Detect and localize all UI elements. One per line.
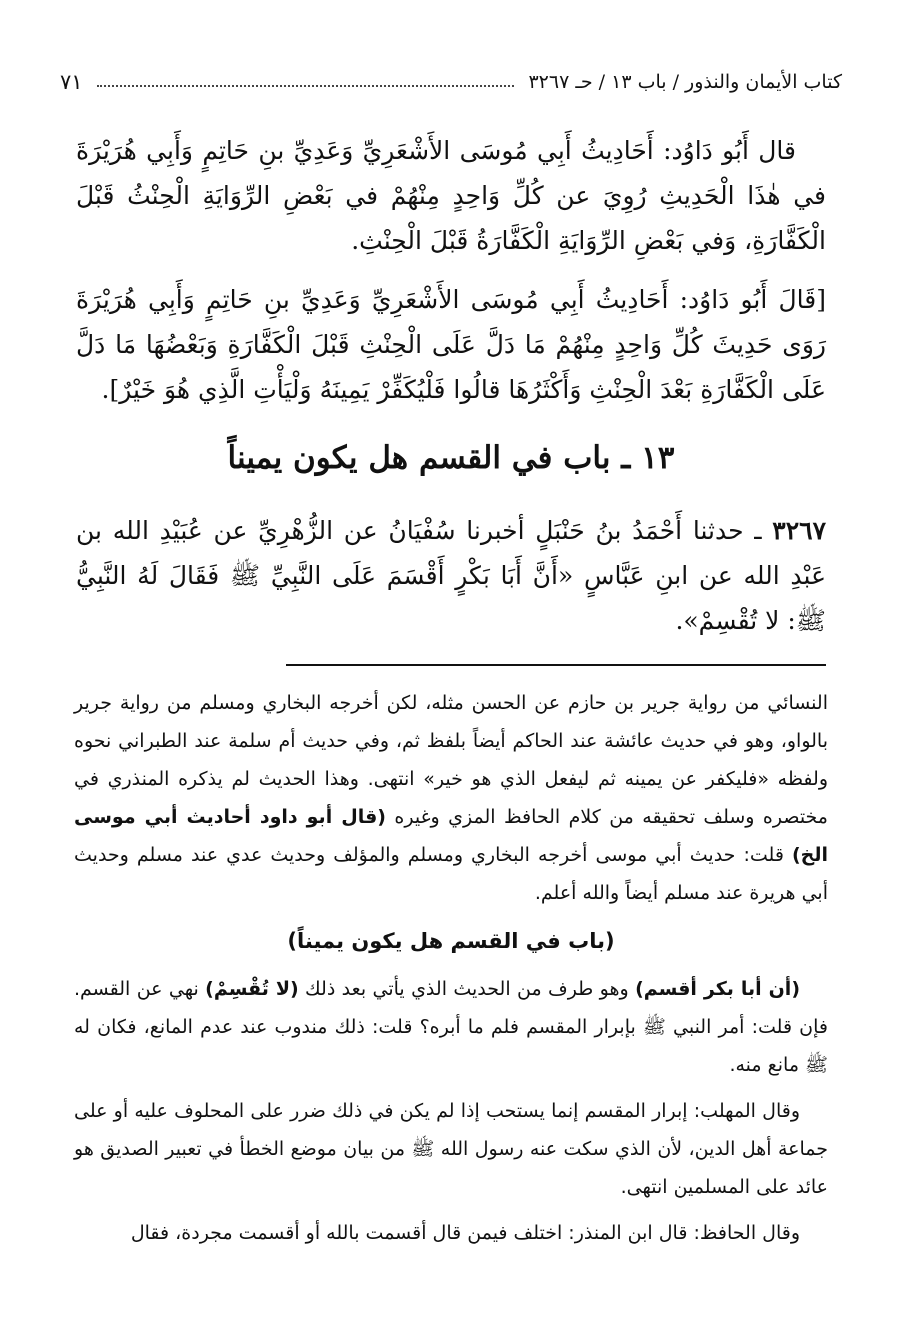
commentary-text: نهي عن القسم. فإن قلت: أمر النبي ﷺ بإبرار المقسم فلم ما أبره؟ قلت: ذلك مندوب عند عدم المانع، فكان له ﷺ مانع منه. xyxy=(74,978,828,1076)
main-text xyxy=(76,128,826,426)
paragraph-abu-dawud-1: قال أَبُو دَاوُد: أَحَادِيثُ أَبِي مُوسَى الأَشْعَرِيِّ وَعَدِيِّ بنِ حَاتِمٍ وَأَبِي هُرَيْرَةَ في هٰذَا الْحَدِيثِ رُوِيَ عن كُلِّ وَاحِدٍ مِنْهُمْ في بَعْضِ الرِّوَايَةِ الْحِنْثُ قَبْلَ الْكَفَّارَةِ، وَفي بَعْضِ الرِّوَايَةِ الْكَفَّارَةُ قَبْلَ الْحِنْثِ. xyxy=(76,136,826,255)
chapter-heading: ١٣ ـ باب في القسم هل يكون يميناً xyxy=(227,440,675,476)
hadith-text: ـ حدثنا أَحْمَدُ بنُ حَنْبَلٍ أخبرنا سُفْيَانُ عن الزُّهْرِيِّ عن عُبَيْدِ الله بن عَبْدِ الله عن ابنِ عَبَّاسٍ «أَنَّ أَبَا بَكْرٍ أَقْسَمَ عَلَى النَّبِيِّ ﷺ فَقَالَ لَهُ النَّبِيُّ ﷺ: لا تُقْسِمْ». xyxy=(76,516,826,635)
commentary-lemma: (أن أبا بكر أقسم) xyxy=(635,978,800,1000)
header-title: كتاب الأيمان والنذور / باب ١٣ / حـ ٣٢٦٧ xyxy=(528,71,842,93)
commentary-paragraph-2 xyxy=(74,970,828,1084)
commentary xyxy=(74,684,828,1260)
commentary-paragraph-1 xyxy=(74,684,828,912)
header-leader-dots xyxy=(97,77,515,87)
footnote-divider xyxy=(286,664,826,666)
commentary-lemma: (لا تُقْسِمْ) xyxy=(205,978,299,1000)
commentary-text: وهو طرف من الحديث الذي يأتي بعد ذلك xyxy=(305,978,629,1000)
commentary-text: قلت: حديث أبي موسى أخرجه البخاري ومسلم والمؤلف وحديث عدي عند مسلم وحديث أبي هريرة عند مسلم أيضاً والله أعلم. xyxy=(74,844,828,904)
commentary-lemma: (قال أبو داود أحاديث أبي موسى الخ) xyxy=(74,806,829,866)
commentary-paragraph-4: وقال الحافظ: قال ابن المنذر: اختلف فيمن قال أقسمت بالله أو أقسمت مجردة، فقال xyxy=(130,1222,800,1244)
paragraph-abu-dawud-2: [قَالَ أَبُو دَاوُد: أَحَادِيثُ أَبِي مُوسَى الأَشْعَرِيِّ وَعَدِيِّ بنِ حَاتِمٍ وَأَبِي هُرَيْرَةَ رَوَى حَدِيثَ كُلِّ وَاحِدٍ مِنْهُمْ مَا دَلَّ عَلَى الْحِنْثِ قَبْلَ الْكَفَّارَةِ وَبَعْضُهَا مَا دَلَّ عَلَى الْكَفَّارَةِ بَعْدَ الْحِنْثِ وَأَكْثَرُهَا قالُوا فَلْيُكَفِّرْ يَمِينَهُ وَلْيَأْتِ الَّذِي هُوَ خَيْرٌ]. xyxy=(76,285,826,404)
commentary-subheading: (باب في القسم هل يكون يميناً) xyxy=(287,929,615,953)
hadith-block xyxy=(76,508,826,643)
running-header xyxy=(60,64,842,100)
commentary-paragraph-3: وقال المهلب: إبرار المقسم إنما يستحب إذا لم يكن في ذلك ضرر على المحلوف عليه أو على جماعة أهل الدين، لأن الذي سكت عنه رسول الله ﷺ من بيان موضع الخطأ في تعبير الصديق هو عائد على المسلمين انتهى. xyxy=(74,1100,828,1198)
commentary-text: النسائي من رواية جرير بن حازم عن الحسن مثله، لكن أخرجه البخاري ومسلم من رواية جرير بالواو، وهو في حديث عائشة عند الحاكم أيضاً بلفظ ثم، وفي حديث أم سلمة عند الطبراني نحوه ولفظه «فليكفر عن يمينه ثم ليفعل الذي هو خير» انتهى. وهذا الحديث لم يذكره المنذري في مختصره وسلف تحقيقه من كلام الحافظ المزي وغيره xyxy=(74,692,828,828)
hadith-number: ٣٢٦٧ xyxy=(772,516,827,545)
page-number: ٧١ xyxy=(60,70,83,94)
